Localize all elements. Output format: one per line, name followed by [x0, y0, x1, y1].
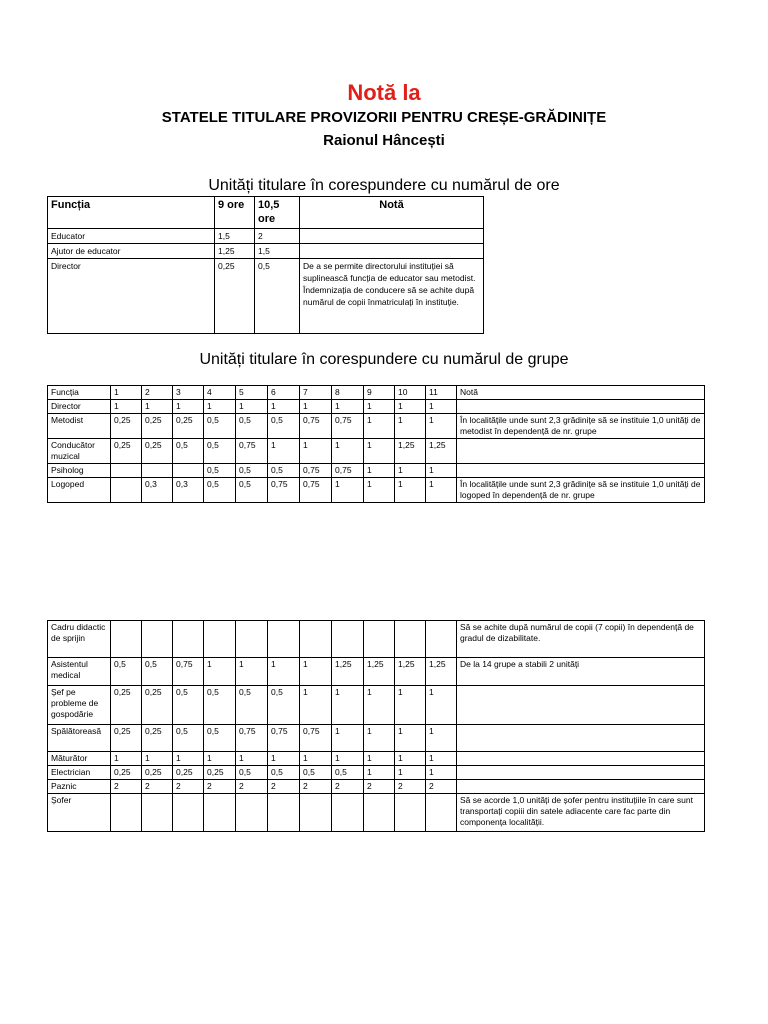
table-row — [48, 752, 705, 766]
note-cell: Să se achite după numărul de copii (7 copii) în dependență de gradul de dizabilitate. — [457, 621, 705, 658]
table-cell: Spălătoreasă — [48, 725, 111, 752]
table-cell: 0,25 — [111, 439, 142, 464]
table-cell: 1 — [300, 658, 332, 686]
table-cell: 0,5 — [236, 766, 268, 780]
column-header: 10,5 ore — [255, 197, 300, 229]
table2-heading: Unități titulare în corespundere cu numărul de grupe — [199, 351, 569, 368]
table-cell: 0,75 — [268, 478, 300, 503]
table-cell: 0,25 — [142, 766, 173, 780]
district-name: Raionul Hâncești — [323, 132, 445, 149]
table-cell: 1 — [332, 752, 364, 766]
note-cell: De la 14 grupe a stabili 2 unități — [457, 658, 705, 686]
table-cell: 1,25 — [395, 658, 426, 686]
table-row — [48, 439, 705, 464]
table-cell — [268, 621, 300, 658]
table-row — [48, 621, 705, 658]
table-cell: 0,5 — [236, 464, 268, 478]
groups-table — [47, 385, 705, 503]
table-cell — [300, 244, 484, 259]
table-cell: 0,5 — [173, 725, 204, 752]
table-cell: 0,5 — [268, 414, 300, 439]
table-cell: 1 — [364, 686, 395, 725]
table-cell: 0,5 — [268, 686, 300, 725]
table-cell: 0,75 — [268, 725, 300, 752]
table-cell: 1 — [300, 400, 332, 414]
page-subtitle: STATELE TITULARE PROVIZORII PENTRU CREȘE-GRĂDINIȚE — [161, 109, 607, 126]
table-cell: 0,5 — [204, 414, 236, 439]
table-cell: 1 — [426, 400, 457, 414]
table-cell: 0,75 — [300, 464, 332, 478]
table-cell: 0,25 — [173, 766, 204, 780]
table-cell: 0,75 — [332, 464, 364, 478]
table-cell: 1 — [142, 400, 173, 414]
table-cell: 1 — [332, 725, 364, 752]
table-cell: 1,5 — [215, 229, 255, 244]
note-cell — [457, 686, 705, 725]
table-cell: 1 — [332, 400, 364, 414]
table-cell: 1 — [395, 464, 426, 478]
table-cell: 0,75 — [300, 478, 332, 503]
table-cell: Șofer — [48, 794, 111, 832]
column-header: 11 — [426, 386, 457, 400]
table-cell: 1 — [364, 439, 395, 464]
table-cell: 1 — [426, 725, 457, 752]
column-header: 5 — [236, 386, 268, 400]
table-cell: 1 — [426, 478, 457, 503]
table-cell: 1,25 — [426, 439, 457, 464]
table-cell — [142, 464, 173, 478]
table-cell: 1 — [426, 464, 457, 478]
table-cell: Măturător — [48, 752, 111, 766]
column-header: 10 — [395, 386, 426, 400]
table-cell: 1 — [236, 752, 268, 766]
table-cell: 0,75 — [236, 725, 268, 752]
table-row — [48, 766, 705, 780]
note-cell — [457, 766, 705, 780]
note-cell: În localitățile unde sunt 2,3 grădinițe să se instituie 1,0 unități de logoped în dependență de nr. grupe — [457, 478, 705, 503]
table-cell: 1 — [395, 766, 426, 780]
table-cell: 1 — [395, 686, 426, 725]
table-cell: 1 — [111, 400, 142, 414]
table-cell: 1 — [332, 686, 364, 725]
table-cell: 0,25 — [142, 686, 173, 725]
note-cell — [457, 400, 705, 414]
table-cell — [111, 478, 142, 503]
table-cell: 0,25 — [111, 725, 142, 752]
table-cell — [332, 621, 364, 658]
table-cell: 1 — [173, 752, 204, 766]
table-cell: Cadru didactic de sprijin — [48, 621, 111, 658]
groups-table-continued — [47, 620, 705, 832]
hours-table — [47, 196, 484, 334]
table-cell: 0,75 — [332, 414, 364, 439]
table-cell: 0,3 — [173, 478, 204, 503]
column-header: Notă — [457, 386, 705, 400]
table-cell: Director — [48, 259, 215, 334]
table-cell: 1 — [364, 766, 395, 780]
table-cell: 0,75 — [236, 439, 268, 464]
table-cell: 0,75 — [300, 414, 332, 439]
note-cell — [457, 439, 705, 464]
table-cell: Conducător muzical — [48, 439, 111, 464]
column-header: 9 ore — [215, 197, 255, 229]
table-cell: 1 — [395, 400, 426, 414]
note-cell — [457, 464, 705, 478]
table-cell: 2 — [204, 780, 236, 794]
table-cell: 0,25 — [142, 414, 173, 439]
table-cell: 1,25 — [364, 658, 395, 686]
table-row — [48, 478, 705, 503]
table-cell: 1 — [268, 400, 300, 414]
table-cell: 0,25 — [111, 686, 142, 725]
table-cell: 1 — [204, 752, 236, 766]
note-cell — [457, 725, 705, 752]
note-text: Îndemnizația de conducere să se achite după numărul de copii înmatriculați în instituție. — [303, 285, 475, 307]
table-row — [48, 259, 484, 334]
note-cell — [457, 780, 705, 794]
table-cell — [236, 794, 268, 832]
table-cell: 0,5 — [236, 686, 268, 725]
table-cell: Educator — [48, 229, 215, 244]
table-cell: 2 — [332, 780, 364, 794]
table-cell: 0,75 — [300, 725, 332, 752]
table-cell: 1 — [395, 414, 426, 439]
table-cell: 1 — [268, 439, 300, 464]
column-header: 8 — [332, 386, 364, 400]
table-cell: 0,25 — [142, 439, 173, 464]
table-cell — [395, 621, 426, 658]
table-cell: 0,25 — [204, 766, 236, 780]
table-cell — [204, 794, 236, 832]
table-cell: 1 — [204, 658, 236, 686]
table-cell: 0,25 — [111, 414, 142, 439]
table-cell — [173, 794, 204, 832]
table-cell: 1 — [236, 400, 268, 414]
table-cell — [332, 794, 364, 832]
table-cell: 1 — [268, 752, 300, 766]
table-cell — [364, 621, 395, 658]
table-cell: 0,5 — [204, 725, 236, 752]
table-cell: 0,5 — [236, 478, 268, 503]
table-cell — [364, 794, 395, 832]
table-cell: 2 — [268, 780, 300, 794]
table-cell: 1 — [300, 686, 332, 725]
table-cell — [111, 621, 142, 658]
table-cell: 1 — [426, 414, 457, 439]
table-cell: 1 — [426, 686, 457, 725]
table-cell: Logoped — [48, 478, 111, 503]
table-cell: 1,5 — [255, 244, 300, 259]
table-cell: 1 — [364, 464, 395, 478]
table-cell: 0,5 — [173, 686, 204, 725]
table-cell: 1 — [332, 439, 364, 464]
table-row — [48, 229, 484, 244]
table-cell: 0,5 — [255, 259, 300, 334]
table-cell: 0,5 — [236, 414, 268, 439]
table-cell: 2 — [236, 780, 268, 794]
table-cell: 0,3 — [142, 478, 173, 503]
table-row — [48, 686, 705, 725]
table-cell — [268, 794, 300, 832]
column-header: 9 — [364, 386, 395, 400]
table-cell: Electrician — [48, 766, 111, 780]
note-cell — [457, 752, 705, 766]
table-cell: Asistentul medical — [48, 658, 111, 686]
table-cell: 0,25 — [215, 259, 255, 334]
table-cell: 1,25 — [215, 244, 255, 259]
table-cell — [111, 464, 142, 478]
table-cell: 0,25 — [111, 766, 142, 780]
table-row — [48, 400, 705, 414]
table-cell: 2 — [426, 780, 457, 794]
table-cell: 1 — [142, 752, 173, 766]
table-cell — [426, 794, 457, 832]
table-cell: 0,5 — [142, 658, 173, 686]
table-cell: 1 — [300, 752, 332, 766]
column-header: 7 — [300, 386, 332, 400]
table-cell: 2 — [364, 780, 395, 794]
table-cell: 0,5 — [300, 766, 332, 780]
table-cell: 1 — [364, 725, 395, 752]
table-cell: 0,5 — [173, 439, 204, 464]
table-cell: 1 — [395, 752, 426, 766]
table-cell: Psiholog — [48, 464, 111, 478]
table-cell: Ajutor de educator — [48, 244, 215, 259]
table-row — [48, 658, 705, 686]
table-cell: 0,25 — [173, 414, 204, 439]
table-cell: 1 — [111, 752, 142, 766]
table-cell: 1 — [364, 478, 395, 503]
table-cell: 0,5 — [111, 658, 142, 686]
table-cell: Director — [48, 400, 111, 414]
note-cell: Să se acorde 1,0 unități de șofer pentru instituțiile în care sunt transportați copiii din satele adiacente care fac parte din componența localității. — [457, 794, 705, 832]
table-cell: Metodist — [48, 414, 111, 439]
table-cell: 0,5 — [204, 464, 236, 478]
table-cell: 1 — [364, 752, 395, 766]
table-cell: 1 — [426, 752, 457, 766]
column-header: 4 — [204, 386, 236, 400]
table-cell: 2 — [142, 780, 173, 794]
column-header: Notă — [300, 197, 484, 229]
table-cell: 0,75 — [173, 658, 204, 686]
column-header: 6 — [268, 386, 300, 400]
table-cell — [173, 464, 204, 478]
table-cell: 1 — [173, 400, 204, 414]
table-cell: 1 — [364, 400, 395, 414]
table-cell: 1 — [364, 414, 395, 439]
table-cell: 1 — [426, 766, 457, 780]
table-cell — [395, 794, 426, 832]
table-cell — [300, 794, 332, 832]
column-header: Funcția — [48, 197, 215, 229]
table-cell: 1,25 — [332, 658, 364, 686]
table-cell: 1 — [300, 439, 332, 464]
table-cell: 0,5 — [204, 686, 236, 725]
table-cell: 1,25 — [395, 439, 426, 464]
table-cell: 1 — [395, 725, 426, 752]
table-cell — [426, 621, 457, 658]
table-cell — [142, 794, 173, 832]
table-cell: 0,5 — [268, 766, 300, 780]
column-header: 3 — [173, 386, 204, 400]
table-cell: 2 — [173, 780, 204, 794]
table-cell: Paznic — [48, 780, 111, 794]
table-cell: 1 — [204, 400, 236, 414]
table-cell: Șef pe probleme de gospodărie — [48, 686, 111, 725]
table-cell: 1 — [236, 658, 268, 686]
table-row — [48, 414, 705, 439]
table-row — [48, 725, 705, 752]
table-cell: 2 — [300, 780, 332, 794]
table-cell — [111, 794, 142, 832]
table-row — [48, 464, 705, 478]
table-row — [48, 794, 705, 832]
table-cell: 2 — [255, 229, 300, 244]
column-header: 2 — [142, 386, 173, 400]
table-cell: 1 — [395, 478, 426, 503]
table-cell: 0,25 — [142, 725, 173, 752]
table-cell: 2 — [395, 780, 426, 794]
column-header: 1 — [111, 386, 142, 400]
table-cell-note — [300, 259, 484, 334]
note-cell: În localitățile unde sunt 2,3 grădinițe să se instituie 1,0 unități de metodist în dependență de nr. grupe — [457, 414, 705, 439]
table-header-row — [48, 386, 705, 400]
table-row — [48, 780, 705, 794]
table-cell: 0,5 — [268, 464, 300, 478]
table-cell: 0,5 — [204, 439, 236, 464]
table-cell: 1 — [332, 478, 364, 503]
table-cell: 1 — [268, 658, 300, 686]
table-cell — [300, 621, 332, 658]
table-cell: 1,25 — [426, 658, 457, 686]
table-header-row — [48, 197, 484, 229]
table-cell: 2 — [111, 780, 142, 794]
table-cell — [300, 229, 484, 244]
page-title: Notă la — [347, 80, 421, 105]
table1-heading: Unități titulare în corespundere cu numărul de ore — [208, 177, 560, 194]
table-cell — [204, 621, 236, 658]
table-cell — [142, 621, 173, 658]
column-header: Funcția — [48, 386, 111, 400]
table-cell — [236, 621, 268, 658]
table-cell: 0,5 — [332, 766, 364, 780]
table-cell — [173, 621, 204, 658]
note-text: De a se permite directorului instituției să suplinească funcția de educator sau metodist. — [303, 261, 476, 283]
table-cell: 0,5 — [204, 478, 236, 503]
table-row — [48, 244, 484, 259]
